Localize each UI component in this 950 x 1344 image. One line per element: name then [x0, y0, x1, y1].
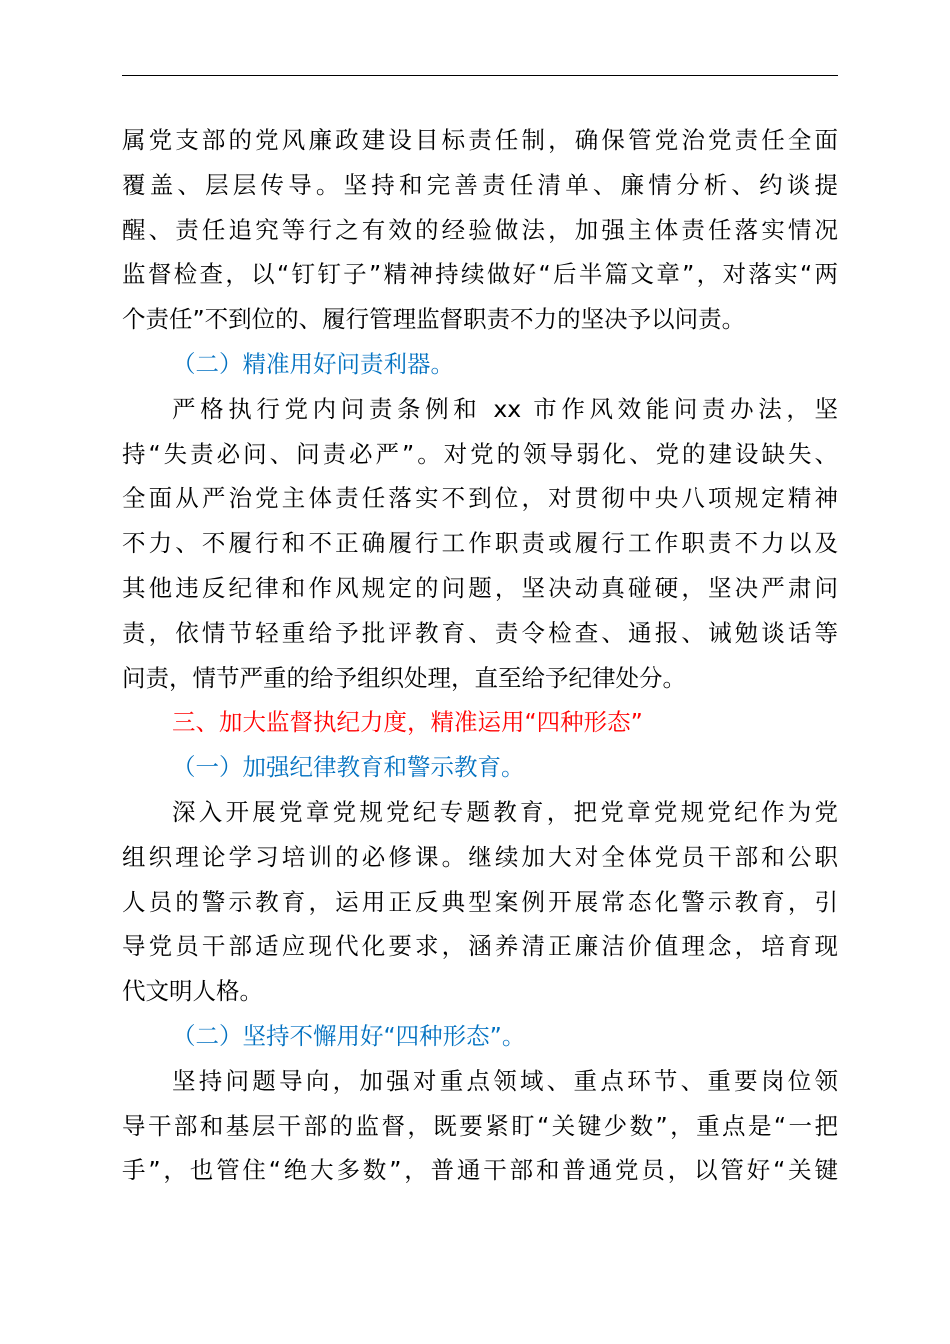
body-text-line: 问责，情节严重的给予组织处理，直至给予纪律处分。 — [122, 663, 686, 692]
subheading-line: （二）坚持不懈用好“四种形态”。 — [172, 1021, 526, 1050]
body-text-line: 覆盖、层层传导。坚持和完善责任清单、廉情分析、约谈提 — [122, 170, 838, 199]
section-heading-line: 三、加大监督执纪力度，精准运用“四种形态” — [172, 708, 643, 737]
body-text-line: 组织理论学习培训的必修课。继续加大对全体党员干部和公职 — [122, 842, 838, 871]
body-text-line: 导党员干部适应现代化要求，涵养清正廉洁价值理念，培育现 — [122, 932, 838, 961]
body-text-line: 其他违反纪律和作风规定的问题，坚决动真碰硬，坚决严肃问 — [122, 573, 838, 602]
body-text-line: 人员的警示教育，运用正反典型案例开展常态化警示教育，引 — [122, 887, 838, 916]
body-text-line: 全面从严治党主体责任落实不到位，对贯彻中央八项规定精神 — [122, 484, 838, 513]
body-text-line: 手”，也管住“绝大多数”，普通干部和普通党员，以管好“关键 — [122, 1156, 838, 1185]
header-rule — [122, 75, 838, 76]
body-text-line: 不力、不履行和不正确履行工作职责或履行工作职责不力以及 — [122, 529, 838, 558]
body-text-line: 属党支部的党风廉政建设目标责任制，确保管党治党责任全面 — [122, 126, 838, 154]
body-text-line: 责，依情节轻重给予批评教育、责令检查、通报、诫勉谈话等 — [122, 618, 838, 647]
document-body — [122, 118, 838, 1193]
subheading-line: （一）加强纪律教育和警示教育。 — [172, 753, 525, 782]
body-text-line: 严格执行党内问责条例和 xx 市作风效能问责办法，坚 — [172, 394, 838, 423]
body-text-line: 监督检查，以“钉钉子”精神持续做好“后半篇文章”，对落实“两 — [122, 260, 838, 289]
body-text-line: 个责任”不到位的、履行管理监督职责不力的坚决予以问责。 — [122, 305, 746, 334]
body-text-line: 深入开展党章党规党纪专题教育，把党章党规党纪作为党 — [172, 797, 838, 826]
body-text-line: 醒、责任追究等行之有效的经验做法，加强主体责任落实情况 — [122, 215, 838, 244]
subheading-line: （二）精准用好问责利器。 — [172, 349, 454, 378]
body-text-line: 坚持问题导向，加强对重点领域、重点环节、重要岗位领 — [172, 1066, 838, 1095]
body-text-line: 代文明人格。 — [122, 977, 263, 1006]
body-text-line: 导干部和基层干部的监督，既要紧盯“关键少数”，重点是“一把 — [122, 1111, 838, 1140]
body-text-line: 持“失责必问、问责必严”。对党的领导弱化、党的建设缺失、 — [122, 439, 838, 468]
